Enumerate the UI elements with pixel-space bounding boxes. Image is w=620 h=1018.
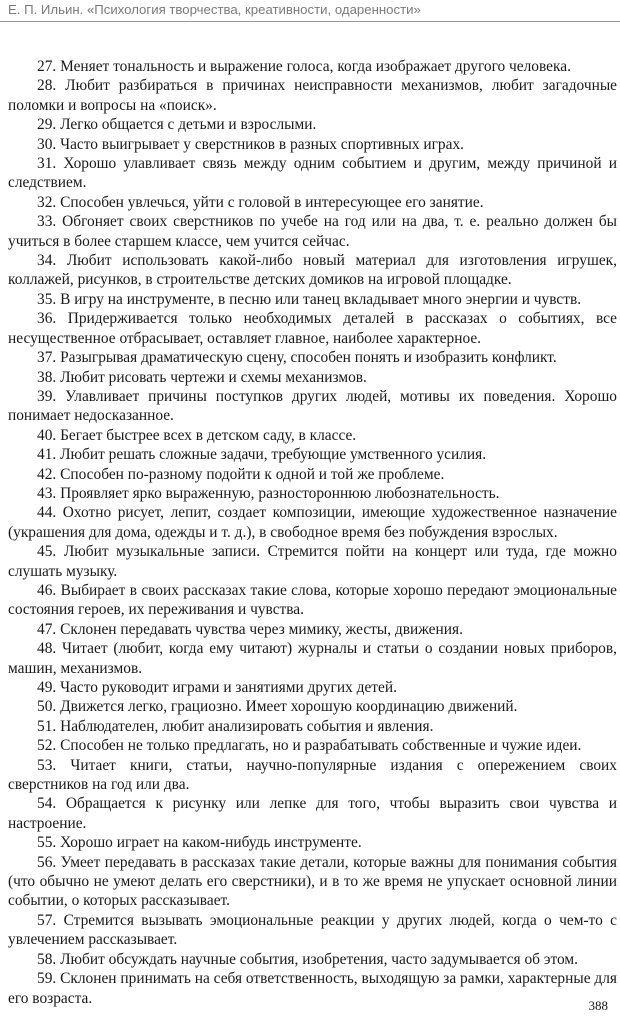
list-item: 36. Придерживается только необходимых деталей в рассказах о событиях, все несущественное отбрасывает, оставляет главное, наиболее характерное. — [8, 310, 617, 347]
list-item: 28. Любит разбираться в причинах неисправности механизмов, любит загадочные поломки и вопросы на «поиск». — [8, 77, 617, 114]
list-item: 35. В игру на инструменте, в песню или танец вкладывает много энергии и чувств. — [37, 290, 582, 308]
running-head: Е. П. Ильин. «Психология творчества, креативности, одаренности» — [8, 2, 421, 17]
list-item: 39. Улавливает причины поступков других людей, мотивы их поведения. Хорошо понимает недосказанное. — [8, 387, 617, 425]
list-item: 38. Любит рисовать чертежи и схемы механизмов. — [37, 368, 367, 386]
list-item: 37. Разыгрывая драматическую сцену, способен понять и изобразить конфликт. — [37, 349, 557, 367]
list-item: 48. Читает (любит, когда ему читают) журналы и статьи о создании новых приборов, машин, механизмов. — [8, 640, 617, 677]
list-item: 30. Часто выигрывает у сверстников в разных спортивных играх. — [37, 135, 464, 153]
list-item: 47. Склонен передавать чувства через мимику, жесты, движения. — [37, 620, 463, 638]
list-item: 33. Обгоняет своих сверстников по учебе на год или на два, т. е. реально должен бы учиться в более старшем классе, чем учится сейчас. — [8, 213, 617, 250]
list-item: 31. Хорошо улавливает связь между одним событием и другим, между причиной и следствием. — [8, 155, 617, 192]
page-number: 388 — [588, 998, 608, 1013]
list-item: 51. Наблюдателен, любит анализировать события и явления. — [37, 717, 434, 735]
list-item: 55. Хорошо играет на каком-нибудь инструменте. — [37, 834, 362, 852]
list-item: 42. Способен по-разному подойти к одной и той же проблеме. — [37, 465, 445, 483]
list-item: 56. Умеет передавать в рассказах такие детали, которые важны для понимания события (что обычно не умеют делать его сверстники), и в то же время не упускает основной линии событии, о которых рассказывает. — [8, 853, 617, 910]
list-item: 46. Выбирает в своих рассказах такие слова, которые хорошо передают эмоциональные состояния героев, их переживания и чувства. — [8, 581, 617, 619]
list-item: 45. Любит музыкальные записи. Стремится пойти на концерт или туда, где можно слушать музыку. — [8, 543, 617, 580]
list-item: 27. Меняет тональность и выражение голоса, когда изображает другого человека. — [37, 58, 571, 75]
list-item: 44. Охотно рисует, лепит, создает композиции, имеющие художественное назначение (украшения для дома, одежды и т. д.), в свободное время без побуждения взрослых. — [8, 504, 617, 541]
header-rule — [0, 21, 620, 22]
list-item: 49. Часто руководит играми и занятиями других детей. — [37, 679, 397, 696]
list-item: 52. Способен не только предлагать, но и разрабатывать собственные и чужие идеи. — [37, 737, 582, 755]
list-item: 58. Любит обсуждать научные события, изобретения, часто задумывается об этом. — [37, 950, 578, 968]
list-item: 59. Склонен принимать на себя ответственность, выходящую за рамки, характерные для его возраста. — [8, 970, 617, 1007]
list-item: 53. Читает книги, статьи, научно-популярные издания с опережением своих сверстников на год или два. — [8, 756, 617, 794]
list-item: 54. Обращается к рисунку или лепке для того, чтобы выразить свои чувства и настроение. — [8, 795, 617, 832]
list-item: 40. Бегает быстрее всех в детском саду, в классе. — [37, 426, 357, 444]
item-list — [8, 57, 617, 1008]
list-item: 29. Легко общается с детьми и взрослыми. — [37, 116, 317, 134]
list-item: 41. Любит решать сложные задачи, требующие умственного усилия. — [37, 446, 487, 464]
list-item: 32. Способен увлечься, уйти с головой в интересующее его занятие. — [37, 193, 484, 211]
list-item: 57. Стремится вызывать эмоциональные реакции у других людей, когда о чем-то с увлечением рассказывает. — [8, 911, 617, 949]
list-item: 43. Проявляет ярко выраженную, разностороннюю любознательность. — [37, 484, 500, 502]
list-item: 50. Движется легко, грациозно. Имеет хорошую координацию движений. — [37, 698, 518, 716]
list-item: 34. Любит использовать какой-либо новый материал для изготовления игрушек, коллажей, рисунков, в строительстве детских домиков на игровой площадке. — [8, 252, 617, 289]
